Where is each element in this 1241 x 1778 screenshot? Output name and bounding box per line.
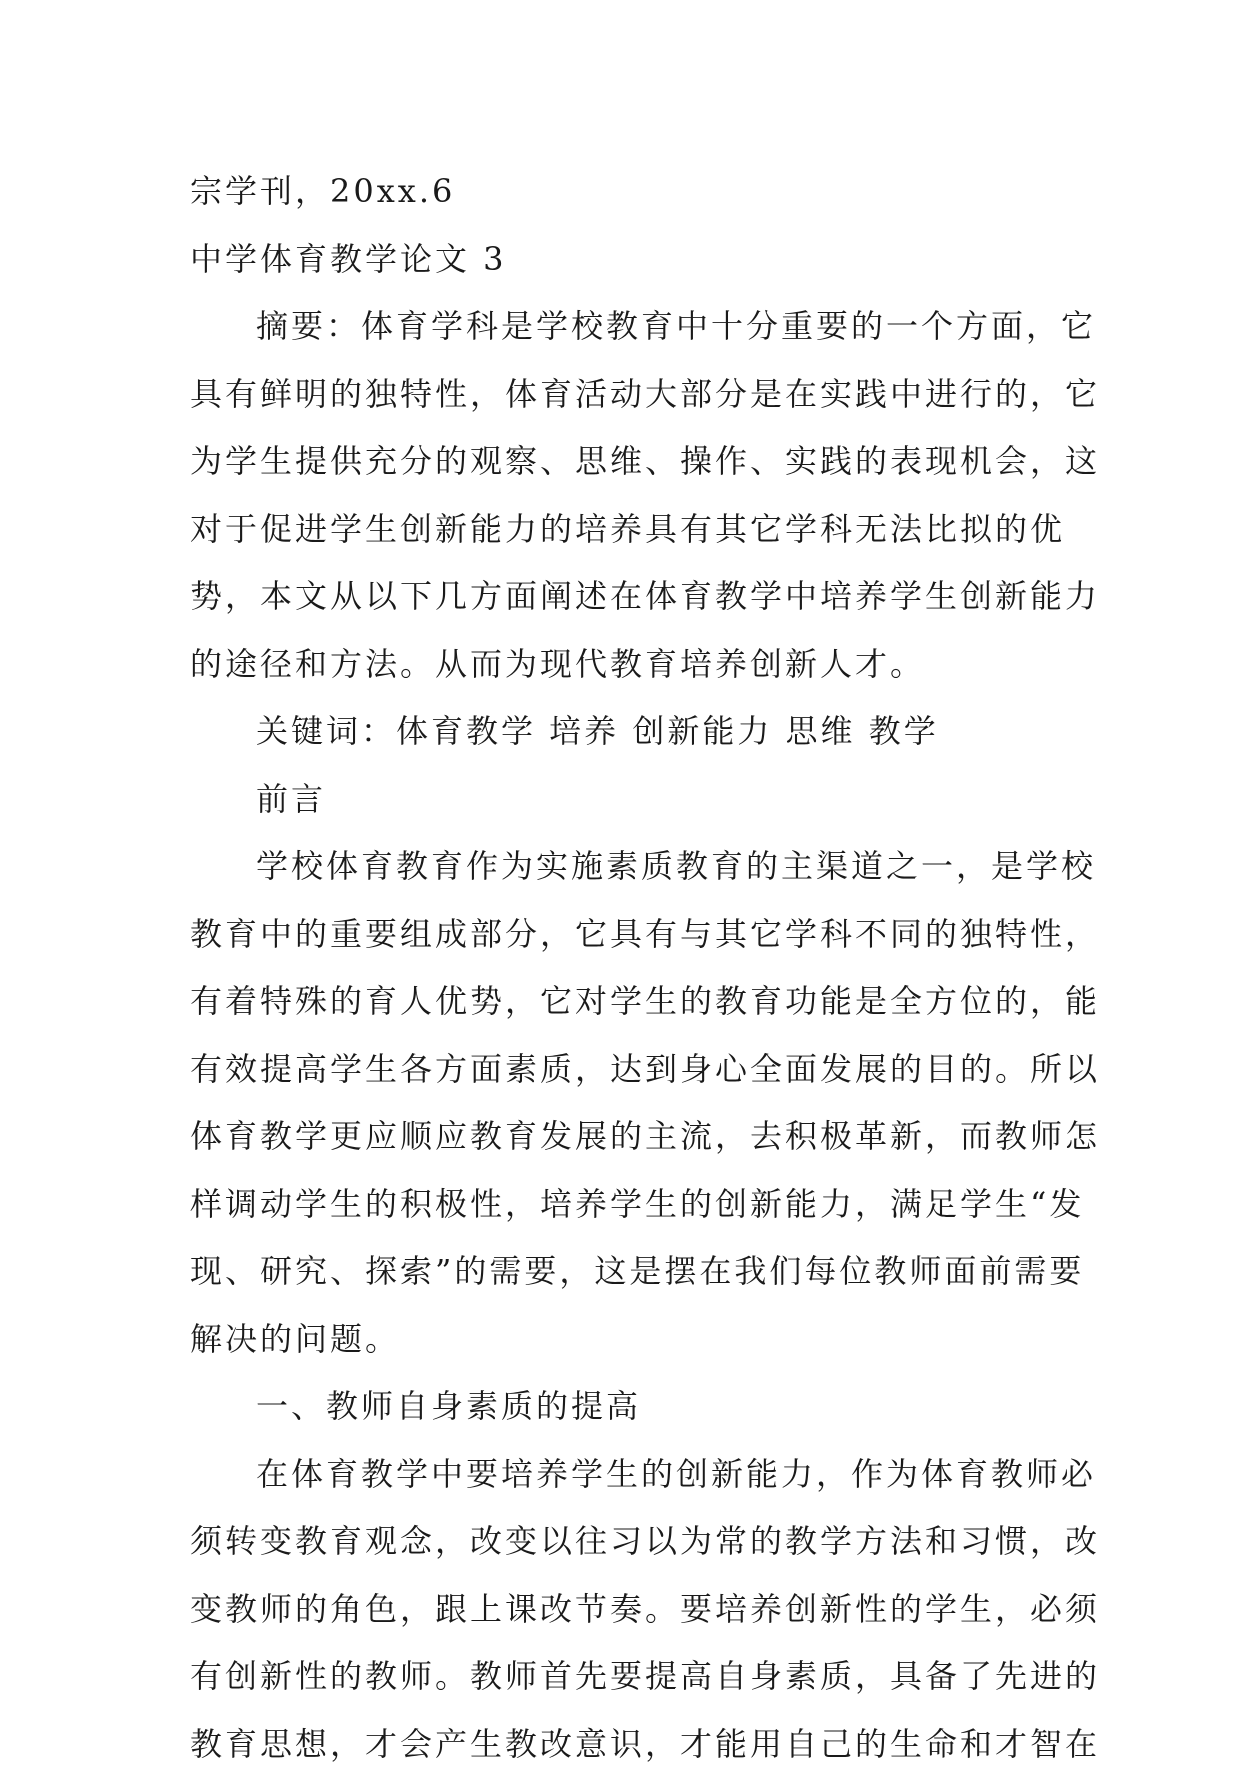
article-title: 中学体育教学论文 3 [190, 226, 1060, 294]
paragraph-line: 教育思想，才会产生教改意识，才能用自己的生命和才智在 [190, 1711, 1060, 1778]
section-heading-preface: 前言 [190, 766, 1060, 834]
paragraph-line: 解决的问题。 [190, 1306, 1060, 1374]
section-heading-1: 一、教师自身素质的提高 [190, 1373, 1060, 1441]
paragraph-line: 变教师的角色，跟上课改节奏。要培养创新性的学生，必须 [190, 1576, 1060, 1644]
keywords-line: 关键词：体育教学 培养 创新能力 思维 教学 [190, 698, 1060, 766]
abstract-line: 具有鲜明的独特性，体育活动大部分是在实践中进行的，它 [190, 361, 1060, 429]
paragraph-line: 样调动学生的积极性，培养学生的创新能力，满足学生“发 [190, 1171, 1060, 1239]
abstract-line: 摘要：体育学科是学校教育中十分重要的一个方面，它 [190, 293, 1060, 361]
abstract-line: 对于促进学生创新能力的培养具有其它学科无法比拟的优 [190, 496, 1060, 564]
abstract-line: 势，本文从以下几方面阐述在体育教学中培养学生创新能力 [190, 563, 1060, 631]
paragraph-line: 学校体育教育作为实施素质教育的主渠道之一，是学校 [190, 833, 1060, 901]
paragraph-line: 有效提高学生各方面素质，达到身心全面发展的目的。所以 [190, 1036, 1060, 1104]
paragraph-line: 现、研究、探索”的需要，这是摆在我们每位教师面前需要 [190, 1238, 1060, 1306]
citation-line: 宗学刊，20xx.6 [190, 158, 1060, 226]
paragraph-line: 教育中的重要组成部分，它具有与其它学科不同的独特性， [190, 901, 1060, 969]
abstract-line: 的途径和方法。从而为现代教育培养创新人才。 [190, 631, 1060, 699]
paragraph-line: 须转变教育观念，改变以往习以为常的教学方法和习惯，改 [190, 1508, 1060, 1576]
paragraph-line: 体育教学更应顺应教育发展的主流，去积极革新，而教师怎 [190, 1103, 1060, 1171]
document-body [190, 158, 1060, 1778]
abstract-line: 为学生提供充分的观察、思维、操作、实践的表现机会，这 [190, 428, 1060, 496]
paragraph-line: 在体育教学中要培养学生的创新能力，作为体育教师必 [190, 1441, 1060, 1509]
paragraph-line: 有创新性的教师。教师首先要提高自身素质，具备了先进的 [190, 1643, 1060, 1711]
paragraph-line: 有着特殊的育人优势，它对学生的教育功能是全方位的，能 [190, 968, 1060, 1036]
